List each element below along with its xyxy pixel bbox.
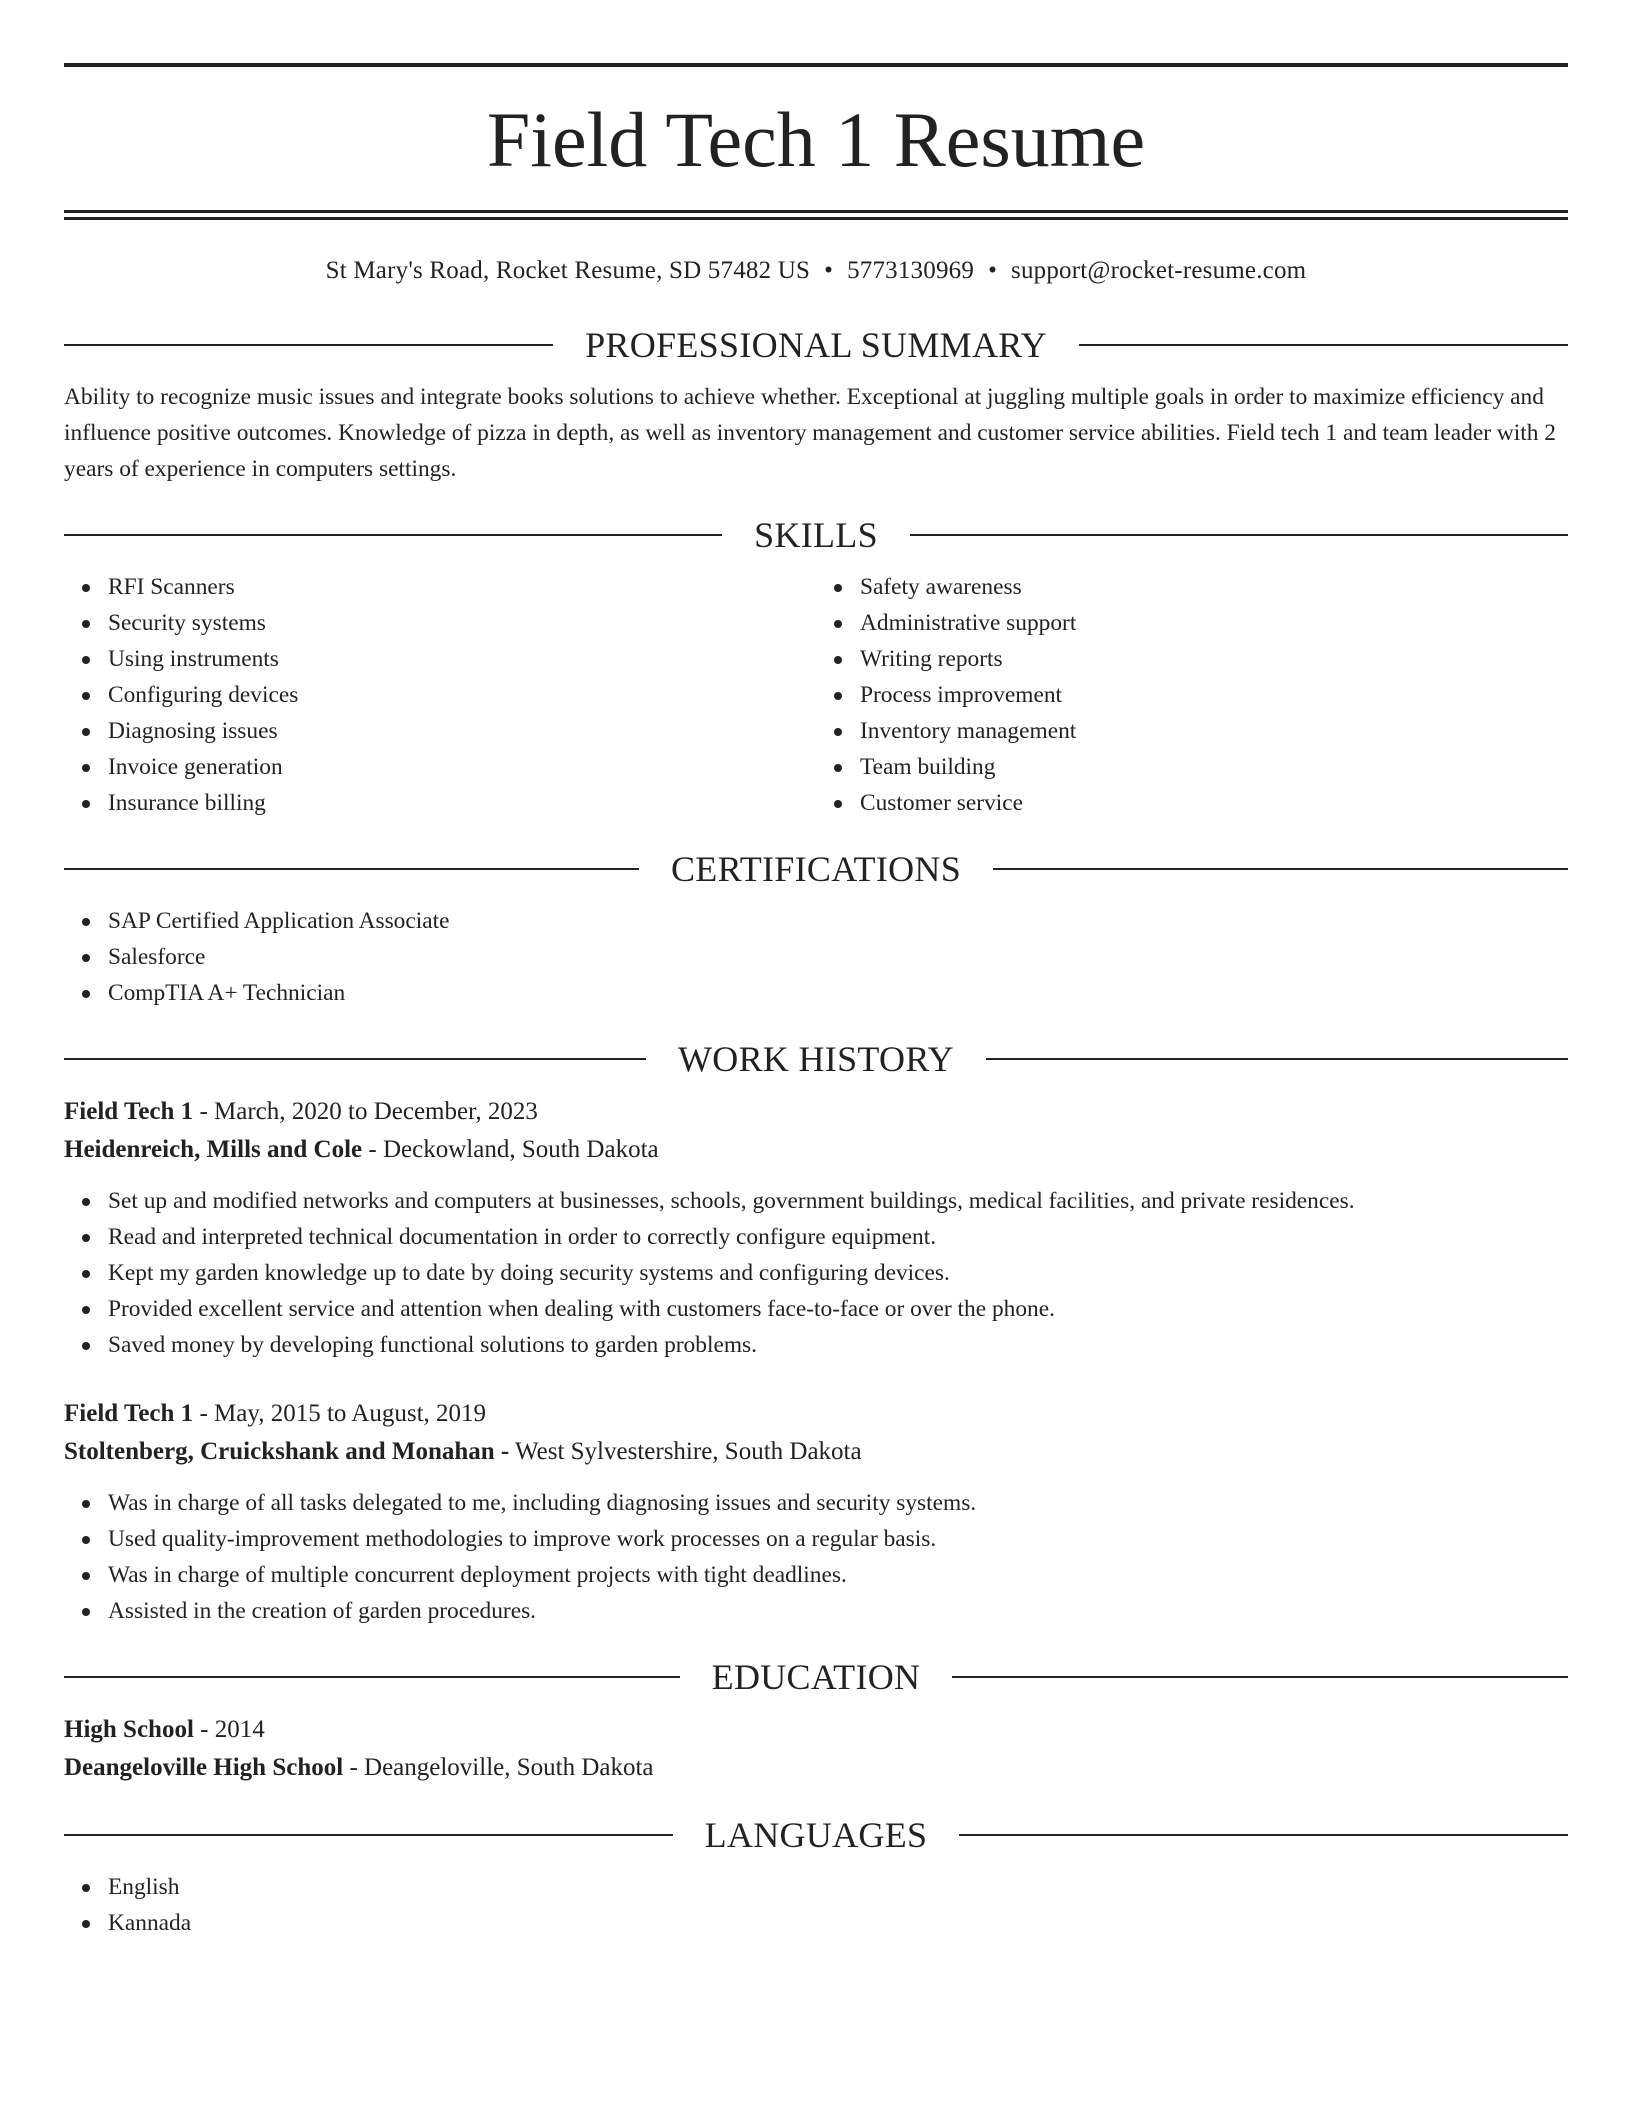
list-item: Inventory management [860, 713, 1568, 749]
contact-separator: • [988, 257, 998, 284]
job-bullets [64, 1485, 1568, 1629]
list-item: Provided excellent service and attention when dealing with customers face-to-face or over the phone. [108, 1291, 1568, 1327]
education-school-line [64, 1749, 1568, 1787]
list-item: Kannada [108, 1905, 1568, 1941]
section-header-work-history [64, 1041, 1568, 1077]
list-item: Was in charge of multiple concurrent deployment projects with tight deadlines. [108, 1557, 1568, 1593]
divider-line [986, 1058, 1568, 1060]
skills-list-left [64, 569, 816, 821]
contact-line [64, 257, 1568, 285]
section-header-skills [64, 517, 1568, 553]
job-title-line [64, 1395, 1568, 1433]
section-header-languages [64, 1817, 1568, 1853]
job-title-line [64, 1093, 1568, 1131]
education-school: Deangeloville High School [64, 1754, 344, 1781]
divider-line [64, 868, 639, 870]
section-title-work-history: WORK HISTORY [678, 1039, 954, 1079]
divider-line [64, 1058, 646, 1060]
list-item: SAP Certified Application Associate [108, 903, 1568, 939]
divider-line [959, 1834, 1568, 1836]
job-entry [64, 1093, 1568, 1363]
title-double-rule [64, 210, 1568, 220]
page-title: Field Tech 1 Resume [486, 96, 1146, 183]
skills-list-right [816, 569, 1568, 821]
section-title-skills: SKILLS [754, 515, 878, 555]
divider-line [910, 534, 1568, 536]
job-entry [64, 1395, 1568, 1629]
list-item: RFI Scanners [108, 569, 816, 605]
list-item: Using instruments [108, 641, 816, 677]
divider-line [64, 1834, 673, 1836]
job-bullets [64, 1183, 1568, 1363]
list-item: Invoice generation [108, 749, 816, 785]
list-item: Assisted in the creation of garden procedures. [108, 1593, 1568, 1629]
list-item: Administrative support [860, 605, 1568, 641]
list-item: Saved money by developing functional solutions to garden problems. [108, 1327, 1568, 1363]
divider-line [1079, 344, 1568, 346]
divider-line [64, 344, 553, 346]
contact-address: St Mary's Road, Rocket Resume, SD 57482 US [325, 257, 811, 284]
skills-grid [64, 569, 1568, 821]
list-item: Security systems [108, 605, 816, 641]
education-year: - 2014 [193, 1716, 265, 1743]
list-item: Writing reports [860, 641, 1568, 677]
divider-line [993, 868, 1568, 870]
skills-column-right [816, 569, 1568, 821]
job-location: - Deckowland, South Dakota [362, 1136, 659, 1163]
list-item: Read and interpreted technical documentation in order to correctly configure equipment. [108, 1219, 1568, 1255]
skills-column-left [64, 569, 816, 821]
divider-line [952, 1676, 1568, 1678]
section-title-education: EDUCATION [711, 1657, 921, 1697]
list-item: Insurance billing [108, 785, 816, 821]
top-rule [64, 63, 1568, 67]
certifications-list [64, 903, 1568, 1011]
list-item: Kept my garden knowledge up to date by doing security systems and configuring devices. [108, 1255, 1568, 1291]
summary-text: Ability to recognize music issues and integrate books solutions to achieve whether. Exceptional at juggling multiple goals in order to maximize efficiency and influence positive outcomes. Knowledge of pizza in depth, as well as inventory management and customer service abilities. Field tech 1 and team leader with 2 years of experience in computers settings. [64, 384, 1556, 482]
list-item: Diagnosing issues [108, 713, 816, 749]
list-item: Set up and modified networks and computers at businesses, schools, government buildings, medical facilities, and private residences. [108, 1183, 1568, 1219]
job-dates: - May, 2015 to August, 2019 [193, 1400, 487, 1427]
job-company: Heidenreich, Mills and Cole [64, 1136, 363, 1163]
section-header-certifications [64, 851, 1568, 887]
divider-line [64, 1676, 680, 1678]
list-item: Was in charge of all tasks delegated to me, including diagnosing issues and security systems. [108, 1485, 1568, 1521]
job-title: Field Tech 1 [64, 1400, 194, 1427]
contact-phone: 5773130969 [847, 257, 975, 284]
job-title: Field Tech 1 [64, 1098, 194, 1125]
education-location: - Deangeloville, South Dakota [343, 1754, 654, 1781]
contact-separator: • [824, 257, 834, 284]
education-degree: High School [64, 1716, 194, 1743]
section-title-summary: PROFESSIONAL SUMMARY [585, 325, 1047, 365]
section-header-education [64, 1659, 1568, 1695]
education-degree-line [64, 1711, 1568, 1749]
job-location: West Sylvestershire, South Dakota [509, 1438, 862, 1465]
job-company: Stoltenberg, Cruickshank and Monahan - [64, 1438, 510, 1465]
list-item: English [108, 1869, 1568, 1905]
job-dates: - March, 2020 to December, 2023 [193, 1098, 538, 1125]
job-company-line [64, 1433, 1568, 1471]
divider-line [64, 534, 722, 536]
list-item: CompTIA A+ Technician [108, 975, 1568, 1011]
list-item: Used quality-improvement methodologies to improve work processes on a regular basis. [108, 1521, 1568, 1557]
section-title-languages: LANGUAGES [704, 1815, 928, 1855]
section-title-certifications: CERTIFICATIONS [670, 849, 962, 889]
list-item: Salesforce [108, 939, 1568, 975]
contact-email: support@rocket-resume.com [1011, 257, 1307, 284]
languages-list [64, 1869, 1568, 1941]
list-item: Customer service [860, 785, 1568, 821]
list-item: Safety awareness [860, 569, 1568, 605]
list-item: Process improvement [860, 677, 1568, 713]
section-header-summary [64, 327, 1568, 363]
list-item: Team building [860, 749, 1568, 785]
list-item: Configuring devices [108, 677, 816, 713]
job-company-line [64, 1131, 1568, 1169]
